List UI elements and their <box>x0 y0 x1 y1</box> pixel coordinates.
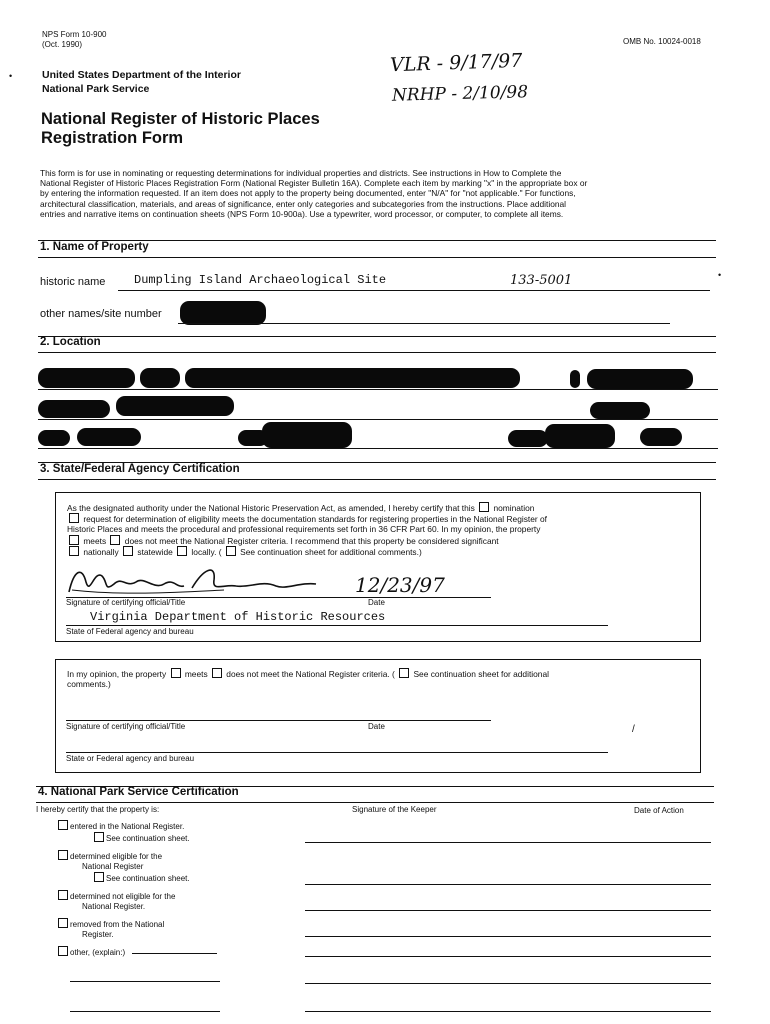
rule <box>38 479 716 480</box>
statewide-label: statewide <box>137 546 173 557</box>
redaction <box>590 402 650 419</box>
option-not-eligible <box>56 890 190 902</box>
cert-line: Historic Places and meets the procedural and professional requirements set forth in 36 CFR Part 60. In my opinion, the property <box>67 524 541 535</box>
rule <box>38 257 716 258</box>
redaction <box>570 370 580 388</box>
opinion-text: does not meet the National Register criteria. ( <box>226 669 395 679</box>
cert-text: request for determination of eligibility meets the documentation standards for registering properties in the National Register of <box>83 514 547 525</box>
keeper-signature-line <box>305 1011 711 1012</box>
removed-label-line2: Register. <box>82 930 114 939</box>
entered-continuation-checkbox[interactable] <box>94 832 104 842</box>
margin-mark: • <box>718 270 722 280</box>
instructions-paragraph <box>40 168 740 219</box>
form-number: NPS Form 10-900 <box>42 30 107 39</box>
nomination-checkbox[interactable] <box>479 502 489 512</box>
meets-checkbox[interactable] <box>69 535 79 545</box>
redaction <box>262 422 352 448</box>
instructions-line: This form is for use in nominating or requesting determinations for individual properties and districts. See instructions in How to Complete the <box>40 168 562 178</box>
nationally-label: nationally <box>83 546 119 557</box>
certification-text <box>67 502 697 557</box>
redaction <box>587 369 693 389</box>
opinion-meets-checkbox[interactable] <box>171 668 181 678</box>
other-names-label: other names/site number <box>40 308 162 320</box>
section2-heading: 2. Location <box>40 336 101 348</box>
keeper-label: Signature of the Keeper <box>352 805 437 814</box>
opinion-meets-label: meets <box>184 669 208 679</box>
eligible-label: determined eligible for the <box>70 852 163 861</box>
continuation-label: See continuation sheet for additional comments.) <box>240 546 422 557</box>
redaction <box>140 368 180 388</box>
agency-line <box>66 752 608 753</box>
opinion-text: In my opinion, the property <box>67 669 167 679</box>
explain-line <box>70 981 220 982</box>
redaction <box>38 430 70 446</box>
field-underline <box>38 419 718 420</box>
field-underline <box>38 448 718 449</box>
form-number-block <box>42 30 106 50</box>
entered-label: entered in the National Register. <box>70 822 185 831</box>
agency-label: State or Federal agency and bureau <box>66 754 195 763</box>
other-label: other, (explain:) <box>70 948 126 957</box>
page-title-line2: Registration Form <box>41 129 184 147</box>
signature-label: Signature of certifying official/Title <box>66 598 186 607</box>
keeper-signature-line <box>305 910 711 911</box>
agency-label: State of Federal agency and bureau <box>66 627 194 636</box>
stray-mark: / <box>632 724 635 735</box>
redaction <box>640 428 682 446</box>
cert-text: As the designated authority under the National Historic Preservation Act, as amended, I hereby certify that this <box>67 503 475 513</box>
eligible-label-line2: National Register <box>82 862 144 871</box>
keeper-signature-line <box>305 884 711 885</box>
redaction <box>508 430 548 447</box>
does-not-meet-checkbox[interactable] <box>110 535 120 545</box>
keeper-signature-line <box>305 936 711 937</box>
nationally-checkbox[interactable] <box>69 546 79 556</box>
eligible-continuation-checkbox[interactable] <box>94 872 104 882</box>
option-entered <box>56 820 190 832</box>
instructions-line: by entering the information requested. If an item does not apply to the property being documented, enter "N/A" for "not applicable." For functions, <box>40 188 576 199</box>
redaction <box>77 428 141 446</box>
redaction <box>38 368 135 388</box>
page-title <box>41 110 320 148</box>
redaction <box>38 400 110 418</box>
field-underline <box>38 389 718 390</box>
not-eligible-label: determined not eligible for the <box>70 892 176 901</box>
continuation-sheet-checkbox[interactable] <box>226 546 236 556</box>
section4-heading: 4. National Park Service Certification <box>38 786 239 798</box>
not-eligible-label-line2: National Register. <box>82 902 146 911</box>
keeper-signature-line <box>305 842 711 843</box>
section3-heading: 3. State/Federal Agency Certification <box>40 463 240 475</box>
instructions-line: entries and narrative items on continuation sheets (NPS Form 10-900a). Use a typewriter, word processor, or computer, to complete all items. <box>40 208 564 219</box>
opinion-continuation-checkbox[interactable] <box>399 668 409 678</box>
removed-checkbox[interactable] <box>58 918 68 928</box>
agency-line <box>66 625 608 626</box>
keeper-signature-line <box>305 983 711 984</box>
agency-value[interactable]: Virginia Department of Historic Resources <box>90 610 386 624</box>
nps-status-options <box>56 820 190 958</box>
section1-heading: 1. Name of Property <box>40 241 149 253</box>
opinion-text: See continuation sheet for additional <box>413 669 549 679</box>
signature-date: 12/23/97 <box>355 573 445 597</box>
margin-mark: • <box>9 71 13 81</box>
opinion-line <box>67 668 697 679</box>
date-label: Date <box>368 722 385 731</box>
opinion-does-not-meet-checkbox[interactable] <box>212 668 222 678</box>
site-number-handwritten: 133-5001 <box>510 273 573 288</box>
page-title-line1: National Register of Historic Places <box>41 110 320 128</box>
rule <box>38 336 716 337</box>
option-removed <box>56 918 190 930</box>
option-eligible <box>56 850 190 862</box>
cert-text: does not meet the National Register criteria. I recommend that this property be considered significant <box>124 535 499 546</box>
instructions-line: architectural classification, materials, and areas of significance, enter only categories and subcategories from the instructions. Place additional <box>40 198 567 209</box>
historic-name-label: historic name <box>40 276 106 288</box>
field-underline <box>178 323 670 324</box>
locally-checkbox[interactable] <box>177 546 187 556</box>
redaction <box>180 301 266 325</box>
cert-line <box>67 513 697 524</box>
explain-line <box>132 953 217 954</box>
date-label: Date <box>368 598 385 607</box>
opinion-line: comments.) <box>67 679 111 690</box>
statewide-checkbox[interactable] <box>123 546 133 556</box>
nps-certify-text: I hereby certify that the property is: <box>36 805 160 814</box>
signature-scribble <box>64 562 324 602</box>
handwritten-nrhp: NRHP - 2/10/98 <box>391 82 529 106</box>
cert-line <box>67 546 697 557</box>
omb-number: OMB No. 10024-0018 <box>623 37 701 46</box>
handwritten-vlr: VLR - 9/17/97 <box>389 49 523 77</box>
keeper-signature-line <box>305 956 711 957</box>
locally-label: locally. ( <box>191 546 222 557</box>
explain-line <box>70 1011 220 1012</box>
service-name: National Park Service <box>42 83 150 95</box>
other-checkbox[interactable] <box>58 946 68 956</box>
continuation-label: See continuation sheet. <box>106 874 190 883</box>
option-other <box>56 946 190 958</box>
cert-line <box>67 535 697 546</box>
agency-header <box>42 68 241 96</box>
instructions-line: National Register of Historic Places Registration Form (National Register Bulletin 16A). Complete each item by marking "x" in the appropriate box or <box>40 178 588 189</box>
continuation-label: See continuation sheet. <box>106 834 190 843</box>
rule <box>36 802 714 803</box>
eligible-checkbox[interactable] <box>58 850 68 860</box>
historic-name-value[interactable]: Dumpling Island Archaeological Site <box>134 273 387 287</box>
meets-label: meets <box>83 535 107 546</box>
redaction <box>116 396 234 416</box>
redaction <box>185 368 520 388</box>
signature-label: Signature of certifying official/Title <box>66 722 186 731</box>
form-date: (Oct. 1990) <box>42 40 83 49</box>
department-name: United States Department of the Interior <box>42 69 241 81</box>
redaction <box>545 424 615 448</box>
option-entered-cont <box>56 832 190 844</box>
not-eligible-checkbox[interactable] <box>58 890 68 900</box>
option-eligible-cont <box>56 872 190 884</box>
entered-checkbox[interactable] <box>58 820 68 830</box>
determination-request-checkbox[interactable] <box>69 513 79 523</box>
opinion-text <box>67 668 697 689</box>
removed-label: removed from the National <box>70 920 165 929</box>
rule <box>38 352 716 353</box>
signature-line <box>66 720 491 721</box>
date-of-action-label: Date of Action <box>634 806 684 815</box>
field-underline <box>118 290 710 291</box>
cert-line <box>67 502 697 513</box>
nomination-label: nomination <box>493 503 535 513</box>
